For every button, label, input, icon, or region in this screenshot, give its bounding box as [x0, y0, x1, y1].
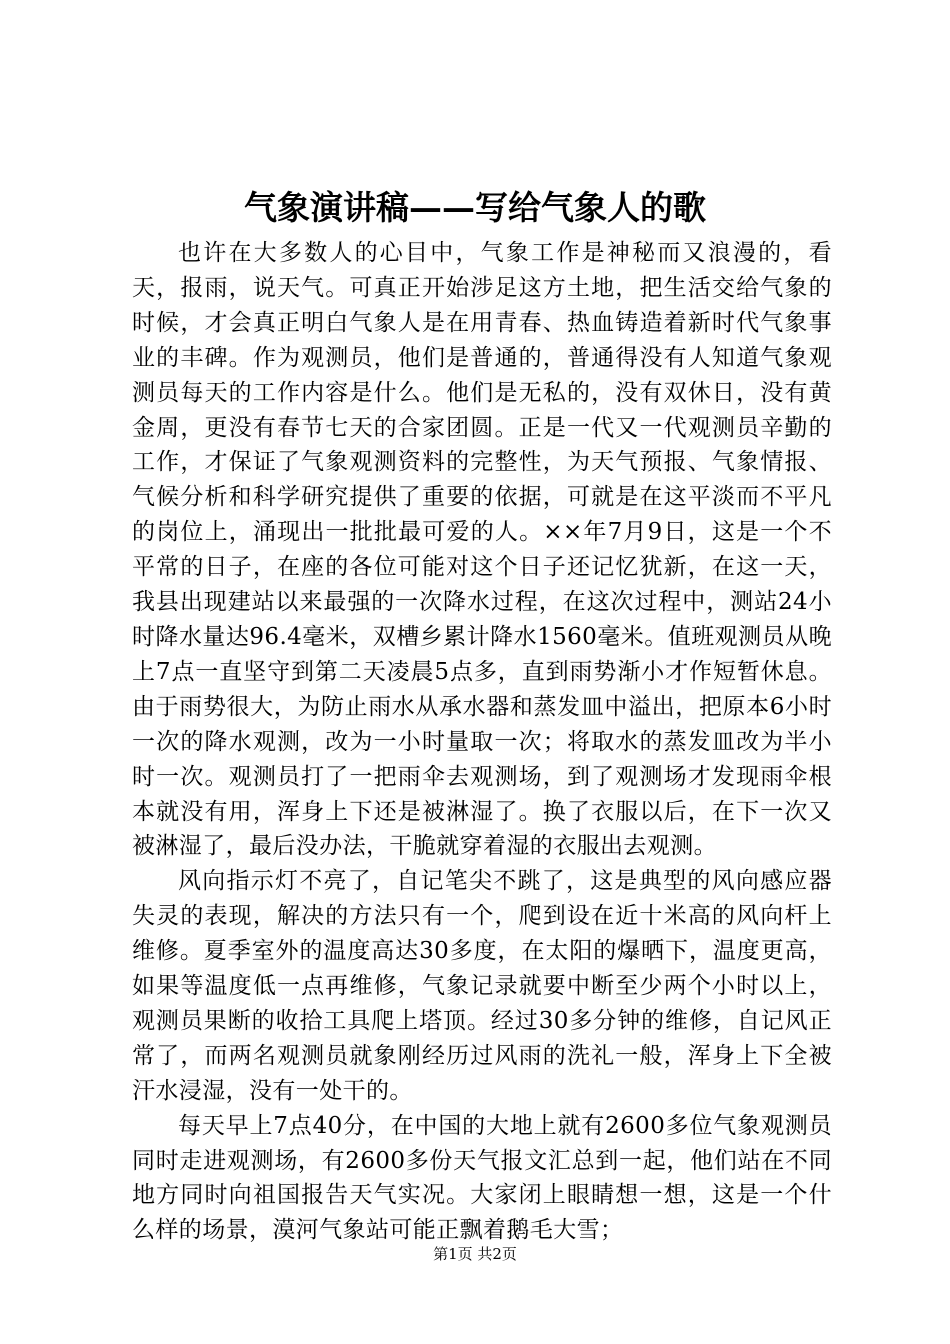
paragraph: 也许在大多数人的心目中，气象工作是神秘而又浪漫的，看天，报雨，说天气。可真正开始涉足这方土地，把生活交给气象的时候，才会真正明白气象人是在用青春、热血铸造着新时代气象事业的丰碑。作为观测员，他们是普通的，普通得没有人知道气象观测员每天的工作内容是什么。他们是无私的，没有双休日，没有黄金周，更没有春节七天的合家团圆。正是一代又一代观测员辛勤的工作，才保证了气象观测资料的完整性，为天气预报、气象情报、气候分析和科学研究提供了重要的依据，可就是在这平淡而不平凡的岗位上，涌现出一批批最可爱的人。××年7月9日，这是一个不平常的日子，在座的各位可能对这个日子还记忆犹新，在这一天，我县出现建站以来最强的一次降水过程，在这次过程中，测站24小时降水量达96.4毫米，双槽乡累计降水1560毫米。值班观测员从晚上7点一直坚守到第二天凌晨5点多，直到雨势渐小才作短暂休息。由于雨势很大，为防止雨水从承水器和蒸发皿中溢出，把原本6小时一次的降水观测，改为一小时量取一次；将取水的蒸发皿改为半小时一次。观测员打了一把雨伞去观测场，到了观测场才发现雨伞根本就没有用，浑身上下还是被淋湿了。换了衣服以后，在下一次又被淋湿了，最后没办法，干脆就穿着湿的衣服出去观测。 — [132, 240, 832, 860]
paragraph: 每天早上7点40分，在中国的大地上就有2600多位气象观测员同时走进观测场，有2600多份天气报文汇总到一起，他们站在不同地方同时向祖国报告天气实况。大家闭上眼睛想一想，这是一个什么样的场景，漠河气象站可能正飘着鹅毛大雪； — [132, 1112, 832, 1244]
document-body — [132, 236, 832, 1248]
document-title: 气象演讲稿——写给气象人的歌 — [244, 188, 706, 227]
page-footer: 第1页 共2页 — [433, 1245, 517, 1263]
paragraph: 风向指示灯不亮了，自记笔尖不跳了，这是典型的风向感应器失灵的表现，解决的方法只有一个，爬到设在近十米高的风向杆上维修。夏季室外的温度高达30多度，在太阳的爆晒下，温度更高，如果等温度低一点再维修，气象记录就要中断至少两个小时以上，观测员果断的收拾工具爬上塔顶。经过30多分钟的维修，自记风正常了，而两名观测员就象刚经历过风雨的洗礼一般，浑身上下全被汗水浸湿，没有一处干的。 — [132, 868, 832, 1104]
